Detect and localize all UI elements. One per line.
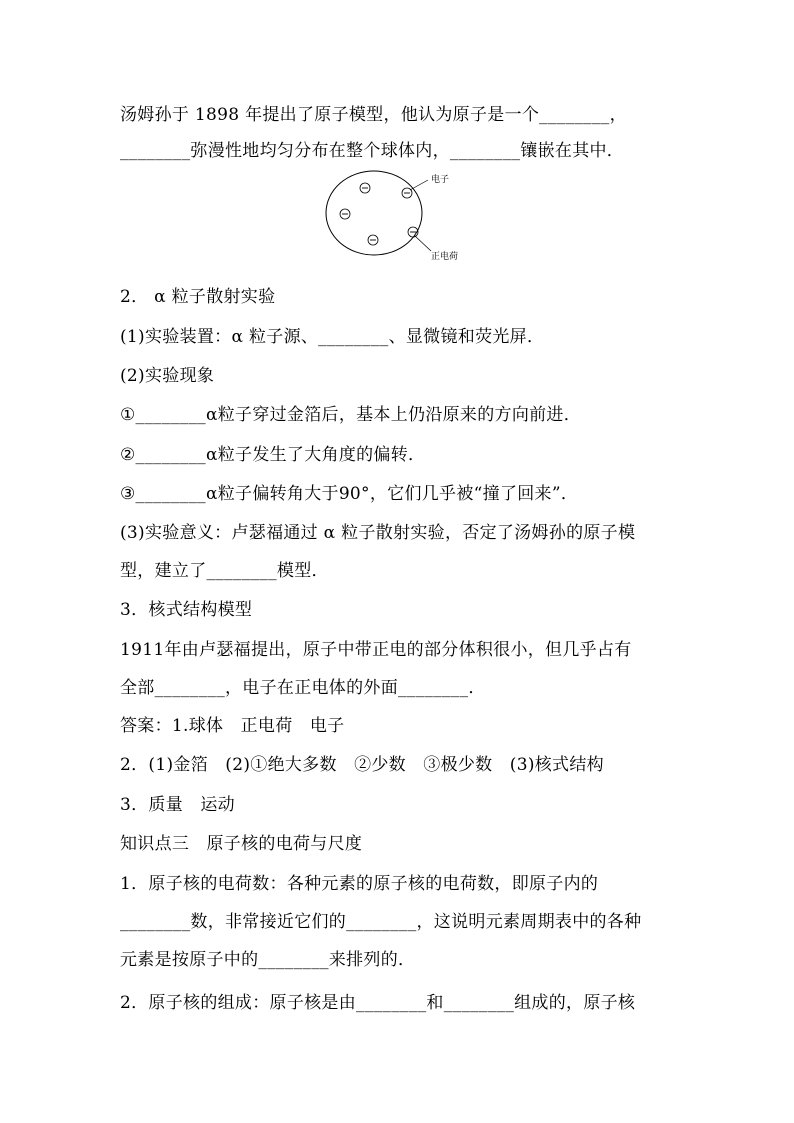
charge-pointer-line xyxy=(415,236,431,251)
text-line-phenomenon-3: ③________α粒子偏转角大于90°，它们几乎被“撞了回来”． xyxy=(120,484,579,504)
text-line-nuclear-charge-3: 元素是按原子中的________来排列的． xyxy=(120,950,416,970)
electron-label: 电子 xyxy=(431,175,450,185)
text-line-2: ________弥漫性地均匀分布在整个球体内，________镶嵌在其中． xyxy=(120,141,625,161)
text-line-significance-2: 型，建立了________模型． xyxy=(120,561,329,581)
electron-pointer-line xyxy=(410,180,428,190)
text-line-apparatus: (1)实验装置：α 粒子源、________、显微镜和荧光屏． xyxy=(120,327,545,347)
thomson-atom-model-figure xyxy=(318,166,478,266)
electron-icon xyxy=(340,183,418,245)
text-line-nuclear-charge-2: ________数，非常接近它们的________，这说明元素周期表中的各种 xyxy=(120,912,642,932)
text-line-rutherford-1: 1911年由卢瑟福提出，原子中带正电的部分体积很小，但几乎占有 xyxy=(120,640,632,660)
text-line-phenomenon-1: ①________α粒子穿过金箔后，基本上仍沿原来的方向前进． xyxy=(120,405,582,425)
text-line-phenomena-heading: (2)实验现象 xyxy=(120,366,215,386)
answer-line-2: 2．(1)金箔 (2)①绝大多数 ②少数 ③极少数 (3)核式结构 xyxy=(120,755,604,775)
text-line-nuclear-composition: 2．原子核的组成：原子核是由________和________组成的，原子核 xyxy=(120,993,636,1013)
positive-charge-label: 正电荷 xyxy=(431,252,459,262)
answer-line-1: 答案：1.球体 正电荷 电子 xyxy=(120,716,345,736)
text-line-nuclear-charge-1: 1．原子核的电荷数：各种元素的原子核的电荷数，即原子内的 xyxy=(120,874,599,894)
answer-line-3: 3．质量 运动 xyxy=(120,795,235,815)
section-heading-alpha-scattering: 2． α 粒子散射实验 xyxy=(120,287,276,307)
text-line-rutherford-2: 全部________，电子在正电体的外面________． xyxy=(120,678,486,698)
text-line-phenomenon-2: ②________α粒子发生了大角度的偏转． xyxy=(120,445,426,465)
text-line-significance-1: (3)实验意义：卢瑟福通过 α 粒子散射实验，否定了汤姆孙的原子模 xyxy=(120,523,636,543)
section-heading-knowledge-point-3: 知识点三 原子核的电荷与尺度 xyxy=(120,834,363,854)
text-line-1: 汤姆孙于 1898 年提出了原子模型，他认为原子是一个________， xyxy=(120,105,627,125)
section-heading-nuclear-model: 3．核式结构模型 xyxy=(120,600,253,620)
